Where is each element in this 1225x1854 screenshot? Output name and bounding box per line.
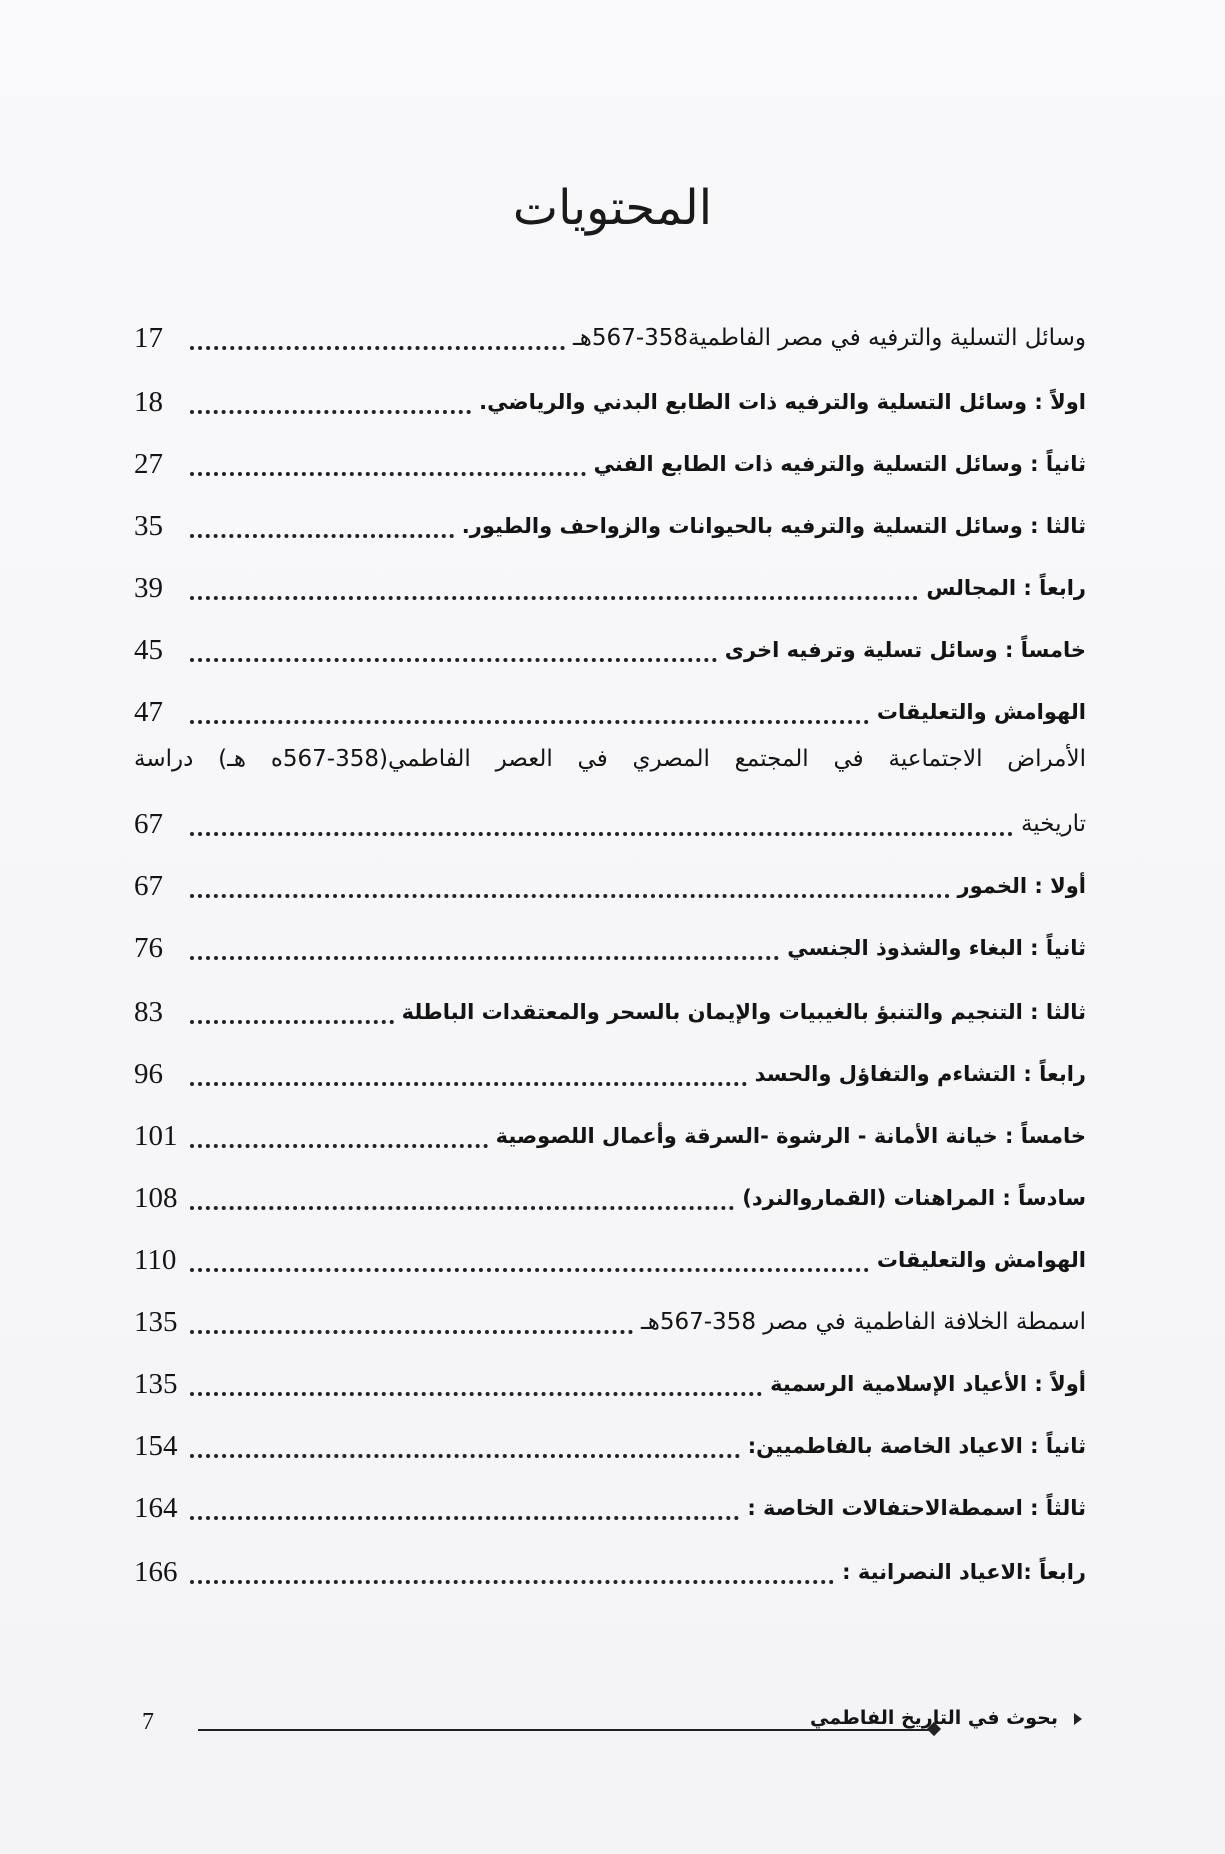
toc-entry-title: الهوامش والتعليقات bbox=[876, 1248, 1086, 1272]
toc-entry-page: 18 bbox=[134, 386, 163, 418]
toc-entry-page: 96 bbox=[134, 1058, 163, 1090]
toc-entry[interactable] bbox=[134, 802, 1086, 846]
dot-leader bbox=[190, 1268, 869, 1272]
footer-book-title: بحوث في التاريخ الفاطمي bbox=[810, 1707, 1058, 1729]
toc-entry[interactable] bbox=[134, 566, 1086, 610]
toc-entry-page: 101 bbox=[134, 1120, 178, 1152]
toc-entry-page: 110 bbox=[134, 1244, 177, 1276]
dot-leader bbox=[190, 720, 869, 724]
toc-entry-title: اسمطة الخلافة الفاطمية في مصر 358-567هـ bbox=[640, 1309, 1086, 1335]
toc-entry-title: ثالثا : التنجيم والتنبؤ بالغيبيات والإيمان بالسحر والمعتقدات الباطلة bbox=[401, 1000, 1086, 1024]
dot-leader bbox=[190, 1454, 740, 1458]
toc-entry[interactable] bbox=[134, 1300, 1086, 1344]
page-title: المحتويات bbox=[512, 180, 713, 236]
toc-entry[interactable] bbox=[134, 1362, 1086, 1406]
toc-entry[interactable] bbox=[134, 628, 1086, 672]
toc-entry-title: أولاً : الأعياد الإسلامية الرسمية bbox=[770, 1372, 1086, 1396]
toc-entry[interactable] bbox=[134, 1238, 1086, 1282]
toc-entry[interactable] bbox=[134, 442, 1086, 486]
toc-entry-page: 39 bbox=[134, 572, 163, 604]
toc-entry[interactable] bbox=[134, 1114, 1086, 1158]
toc-entry-page: 47 bbox=[134, 696, 163, 728]
dot-leader bbox=[190, 1144, 488, 1148]
toc-entry[interactable] bbox=[134, 504, 1086, 548]
toc-entry-page: 164 bbox=[134, 1492, 178, 1524]
toc-entry-page: 166 bbox=[134, 1556, 178, 1588]
toc-entry[interactable] bbox=[134, 1486, 1086, 1530]
toc-entry-title: ثالثا : وسائل التسلية والترفيه بالحيوانات والزواحف والطيور. bbox=[461, 514, 1086, 538]
toc-entry[interactable] bbox=[134, 926, 1086, 970]
toc-entry-page: 135 bbox=[134, 1306, 178, 1338]
toc-entry-title: الهوامش والتعليقات bbox=[876, 700, 1086, 724]
toc-entry[interactable] bbox=[134, 1424, 1086, 1468]
toc-entry-page: 67 bbox=[134, 870, 163, 902]
toc-entry-page: 45 bbox=[134, 634, 163, 666]
toc-entry-page: 135 bbox=[134, 1368, 178, 1400]
toc-entry-title: ثانياً : وسائل التسلية والترفيه ذات الطابع الفني bbox=[593, 452, 1086, 476]
toc-entry-page: 67 bbox=[134, 808, 163, 840]
toc-entry-title: رابعاً :الاعياد النصرانية : bbox=[842, 1560, 1086, 1584]
toc-entry-title: رابعاً : التشاءم والتفاؤل والحسد bbox=[754, 1062, 1086, 1086]
toc-entry-title: ثانياً : الاعياد الخاصة بالفاطميين: bbox=[747, 1434, 1086, 1458]
toc-entry-title: وسائل التسلية والترفيه في مصر الفاطمية358-567هـ bbox=[573, 325, 1086, 351]
dot-leader bbox=[190, 1020, 394, 1024]
dot-leader bbox=[190, 472, 586, 476]
toc-entry-page: 83 bbox=[134, 996, 163, 1028]
toc-entry-page: 27 bbox=[134, 448, 163, 480]
dot-leader bbox=[190, 596, 918, 600]
toc-entry-title: خامساً : وسائل تسلية وترفيه اخرى bbox=[724, 638, 1086, 662]
toc-entry-page: 35 bbox=[134, 510, 163, 542]
toc-entry-page: 76 bbox=[134, 932, 163, 964]
toc-entry[interactable] bbox=[134, 690, 1086, 734]
dot-leader bbox=[190, 894, 950, 898]
dot-leader bbox=[190, 1082, 747, 1086]
toc-entry-title-line: الأمراض الاجتماعية في المجتمع المصري في العصر الفاطمي(358-567ه هـ) دراسة bbox=[134, 746, 1086, 772]
toc-entry-title: خامساً : خيانة الأمانة - الرشوة -السرقة وأعمال اللصوصية bbox=[495, 1124, 1086, 1148]
dot-leader bbox=[190, 832, 1013, 836]
toc-entry-title: تاريخية bbox=[1020, 811, 1086, 837]
toc-entry-page: 17 bbox=[134, 322, 163, 354]
dot-leader bbox=[190, 534, 454, 538]
page-number: 7 bbox=[142, 1709, 154, 1735]
toc-entry[interactable] bbox=[134, 316, 1086, 360]
toc-entry[interactable] bbox=[134, 1550, 1086, 1594]
toc-entry-title: سادساً : المراهنات (القماروالنرد) bbox=[742, 1186, 1086, 1210]
toc-entry-title: اولاً : وسائل التسلية والترفيه ذات الطابع البدني والرياضي. bbox=[479, 390, 1086, 414]
toc-entry-page: 108 bbox=[134, 1182, 178, 1214]
footer-rule bbox=[198, 1729, 936, 1731]
toc-entry[interactable] bbox=[134, 380, 1086, 424]
dot-leader bbox=[190, 658, 717, 662]
dot-leader bbox=[190, 1516, 739, 1520]
toc-entry[interactable] bbox=[134, 1052, 1086, 1096]
dot-leader bbox=[190, 1580, 834, 1584]
toc-entry[interactable] bbox=[134, 1176, 1086, 1220]
toc-entry[interactable] bbox=[134, 990, 1086, 1034]
toc-entry-title: ثالثاً : اسمطةالاحتفالات الخاصة : bbox=[747, 1496, 1086, 1520]
toc-entry[interactable] bbox=[134, 864, 1086, 908]
toc-entry-title: أولا : الخمور bbox=[957, 874, 1086, 898]
toc-entry-title: رابعاً : المجالس bbox=[926, 576, 1086, 600]
dot-leader bbox=[190, 1392, 762, 1396]
dot-leader bbox=[190, 956, 779, 960]
toc-entry-page: 154 bbox=[134, 1430, 178, 1462]
arrow-right-icon bbox=[1074, 1713, 1082, 1725]
toc-entry-title: ثانياً : البغاء والشذوذ الجنسي bbox=[787, 936, 1086, 960]
dot-leader bbox=[190, 1206, 734, 1210]
dot-leader bbox=[190, 346, 565, 350]
page-footer bbox=[134, 1705, 1086, 1745]
dot-leader bbox=[190, 1330, 633, 1334]
dot-leader bbox=[190, 410, 471, 414]
